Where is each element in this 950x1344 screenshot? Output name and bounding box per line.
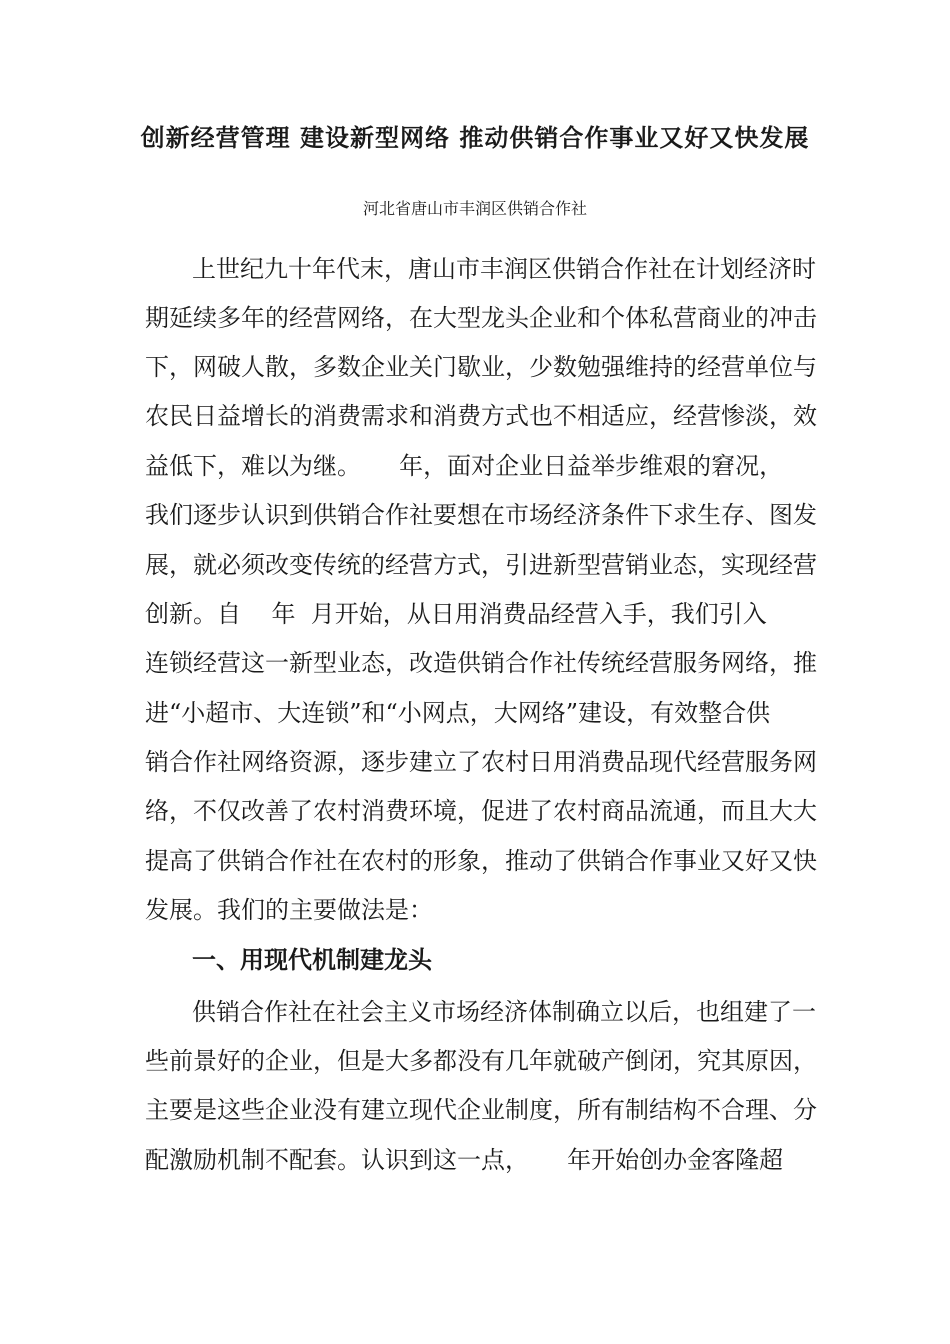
- text-line: 下，网破人散，多数企业关门歇业，少数勉强维持的经营单位与: [145, 353, 817, 381]
- text-line: 主要是这些企业没有建立现代企业制度，所有制结构不合理、分: [145, 1096, 817, 1124]
- text-line: 些前景好的企业，但是大多都没有几年就破产倒闭，究其原因，: [145, 1047, 817, 1075]
- text-line: 创新。自 年 月开始，从日用消费品经营入手，我们引入: [145, 600, 767, 628]
- document-title: 创新经营管理 建设新型网络 推动供销合作事业又好又快发展: [140, 124, 810, 152]
- text-line: 提高了供销合作社在农村的形象，推动了供销合作事业又好又快: [145, 847, 817, 875]
- text-line: 我们逐步认识到供销合作社要想在市场经济条件下求生存、图发: [145, 501, 817, 529]
- text-line: 进“小超市、大连锁”和“小网点，大网络”建设，有效整合供: [145, 699, 771, 727]
- section-heading: 一、用现代机制建龙头: [192, 946, 432, 974]
- text-line: 销合作社网络资源，逐步建立了农村日用消费品现代经营服务网: [145, 748, 817, 776]
- text-line: 络，不仅改善了农村消费环境，促进了农村商品流通，而且大大: [145, 797, 817, 825]
- text-line: 配激励机制不配套。认识到这一点， 年开始创办金客隆超: [145, 1146, 784, 1174]
- text-line: 展，就必须改变传统的经营方式，引进新型营销业态，实现经营: [145, 551, 817, 579]
- text-line: 连锁经营这一新型业态，改造供销合作社传统经营服务网络，推: [145, 649, 817, 677]
- text-line: 期延续多年的经营网络，在大型龙头企业和个体私营商业的冲击: [145, 304, 817, 332]
- text-line: 供销合作社在社会主义市场经济体制确立以后，也组建了一: [192, 998, 816, 1026]
- text-line: 农民日益增长的消费需求和消费方式也不相适应，经营惨淡，效: [145, 402, 817, 430]
- text-line: 益低下，难以为继。 年，面对企业日益举步维艰的窘况，: [145, 452, 784, 480]
- text-line: 上世纪九十年代末，唐山市丰润区供销合作社在计划经济时: [192, 255, 816, 283]
- text-line: 发展。我们的主要做法是：: [145, 896, 433, 924]
- document-author: 河北省唐山市丰润区供销合作社: [362, 199, 587, 218]
